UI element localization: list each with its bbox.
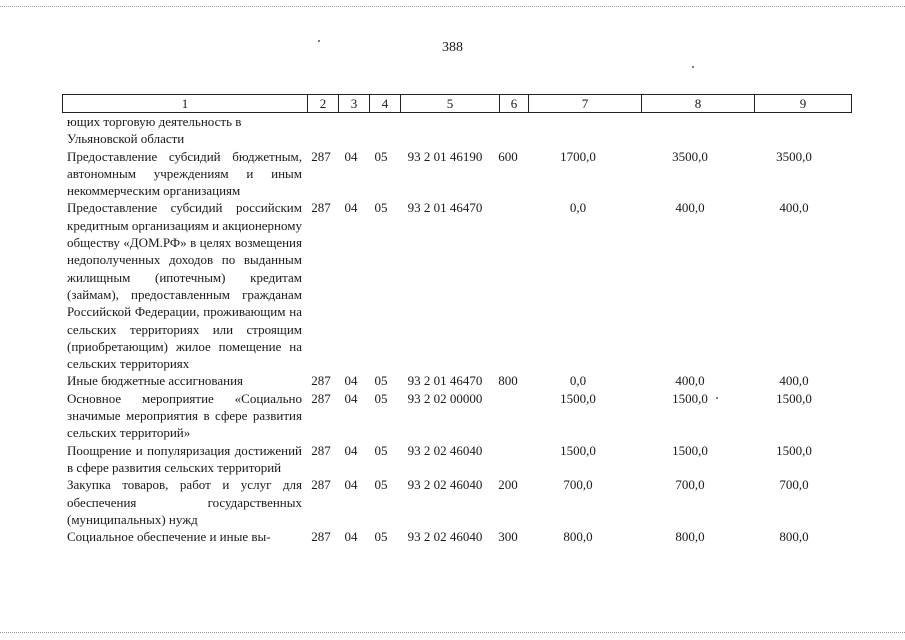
row-code-subsection: 05	[374, 442, 388, 458]
row-code-target: 93 2 02 46040	[407, 529, 483, 545]
row-code-target: 93 2 01 46190	[407, 148, 483, 164]
row-code-expense-type	[494, 442, 522, 477]
row-code-expense-type	[494, 199, 522, 372]
row-code-section: 04	[344, 477, 358, 493]
row-description: Предоставление субсидий российским кредитным организациям и акционерному обществу «ДОМ.РФ» в целях возмещения недополученных доходов по выданным жилищным (ипотечным) кредитам (займам), предоставленным гражданам Российской Федерации, проживающим на сельских территориях или строящим (приобретающим) жилое помещение на сельских территориях	[67, 200, 302, 372]
column-header-table	[62, 94, 852, 113]
row-code-ministry	[306, 113, 336, 148]
table-row	[62, 199, 842, 372]
row-description: Иные бюджетные ассигнования	[67, 373, 244, 389]
scan-speck	[318, 40, 320, 42]
column-header-5: 5	[401, 95, 500, 113]
row-code-subsection: 05	[374, 200, 388, 216]
table-row	[62, 476, 842, 528]
row-amount-col8: 700,0	[675, 477, 705, 493]
row-code-subsection: 05	[374, 477, 388, 493]
row-code-target: 93 2 01 46470	[407, 373, 483, 389]
column-header-6: 6	[500, 95, 529, 113]
row-amount-col9: 400,0	[779, 373, 809, 389]
row-amount-col9	[746, 113, 842, 148]
row-amount-col9: 700,0	[779, 477, 809, 493]
row-code-ministry: 287	[311, 390, 331, 406]
row-amount-col8: 1500,0	[672, 390, 708, 406]
scan-speck	[716, 397, 718, 399]
row-code-expense-type: 200	[498, 477, 518, 493]
row-code-section: 04	[344, 200, 358, 216]
row-code-ministry: 287	[311, 148, 331, 164]
row-amount-col9: 1500,0	[776, 442, 812, 458]
row-amount-col7: 1500,0	[560, 390, 596, 406]
column-header-4: 4	[370, 95, 401, 113]
table-row	[62, 372, 842, 389]
column-header-1: 1	[63, 95, 308, 113]
row-code-subsection	[366, 113, 396, 148]
row-description: Закупка товаров, работ и услуг для обеспечения государственных (муниципальных) нужд	[67, 477, 302, 527]
row-code-target	[396, 113, 494, 148]
row-code-section: 04	[344, 373, 358, 389]
table-row	[62, 528, 842, 545]
row-code-ministry: 287	[311, 442, 331, 458]
row-amount-col9: 400,0	[779, 200, 809, 216]
scan-edge-top	[0, 6, 905, 8]
page-number: 388	[442, 40, 463, 55]
row-description: Основное мероприятие «Социально значимые мероприятия в сфере развития сельских территорий»	[67, 390, 302, 441]
row-amount-col8: 400,0	[675, 373, 705, 389]
row-amount-col8: 800,0	[675, 529, 705, 545]
row-amount-col8: 3500,0	[672, 148, 708, 164]
row-amount-col7: 1500,0	[560, 442, 596, 458]
column-header-row	[63, 95, 852, 113]
row-code-subsection: 05	[374, 373, 388, 389]
row-description: Поощрение и популяризация достижений в сфере развития сельских территорий	[67, 442, 302, 475]
row-code-expense-type: 300	[498, 529, 518, 545]
column-header-3: 3	[339, 95, 370, 113]
row-code-ministry: 287	[311, 477, 331, 493]
row-code-subsection: 05	[374, 148, 388, 164]
row-amount-col9: 3500,0	[776, 148, 812, 164]
row-code-target: 93 2 01 46470	[407, 200, 483, 216]
row-amount-col7: 700,0	[563, 477, 593, 493]
scan-edge-bottom	[0, 632, 905, 634]
row-amount-col7: 0,0	[569, 200, 587, 216]
row-description: ющих торговую деятельность в Ульяновской области	[67, 114, 242, 147]
row-code-ministry: 287	[311, 373, 331, 389]
row-amount-col7: 1700,0	[560, 148, 596, 164]
row-amount-col9: 800,0	[779, 529, 809, 545]
row-amount-col8	[634, 113, 746, 148]
budget-table	[62, 113, 842, 545]
table-row	[62, 390, 842, 442]
row-code-section: 04	[344, 529, 358, 545]
row-code-target: 93 2 02 46040	[407, 477, 483, 493]
row-code-subsection: 05	[374, 390, 388, 406]
row-amount-col8: 1500,0	[672, 442, 708, 458]
row-amount-col7	[522, 113, 634, 148]
row-code-expense-type: 800	[498, 373, 518, 389]
row-description: Социальное обеспечение и иные вы-	[67, 529, 271, 545]
row-code-target: 93 2 02 46040	[407, 442, 483, 458]
table-row	[62, 442, 842, 477]
row-code-subsection: 05	[374, 529, 388, 545]
column-header-7: 7	[529, 95, 642, 113]
row-code-section: 04	[344, 390, 358, 406]
column-header-8: 8	[642, 95, 755, 113]
scan-speck	[692, 66, 694, 68]
row-code-section: 04	[344, 148, 358, 164]
row-code-expense-type: 600	[498, 148, 518, 164]
column-header-2: 2	[308, 95, 339, 113]
table-row	[62, 113, 842, 148]
row-amount-col7: 0,0	[569, 373, 587, 389]
row-amount-col9: 1500,0	[776, 390, 812, 406]
column-header-9: 9	[755, 95, 852, 113]
row-code-target: 93 2 02 00000	[407, 390, 483, 406]
table-row	[62, 148, 842, 200]
row-code-expense-type	[494, 390, 522, 442]
row-description: Предоставление субсидий бюджетным, автономным учреждениям и иным некоммерческим организациям	[67, 148, 302, 199]
row-code-section	[336, 113, 366, 148]
row-code-section: 04	[344, 442, 358, 458]
row-code-ministry: 287	[311, 200, 331, 216]
row-amount-col8: 400,0	[675, 200, 705, 216]
row-code-ministry: 287	[311, 529, 331, 545]
row-amount-col7: 800,0	[563, 529, 593, 545]
row-code-expense-type	[494, 113, 522, 148]
